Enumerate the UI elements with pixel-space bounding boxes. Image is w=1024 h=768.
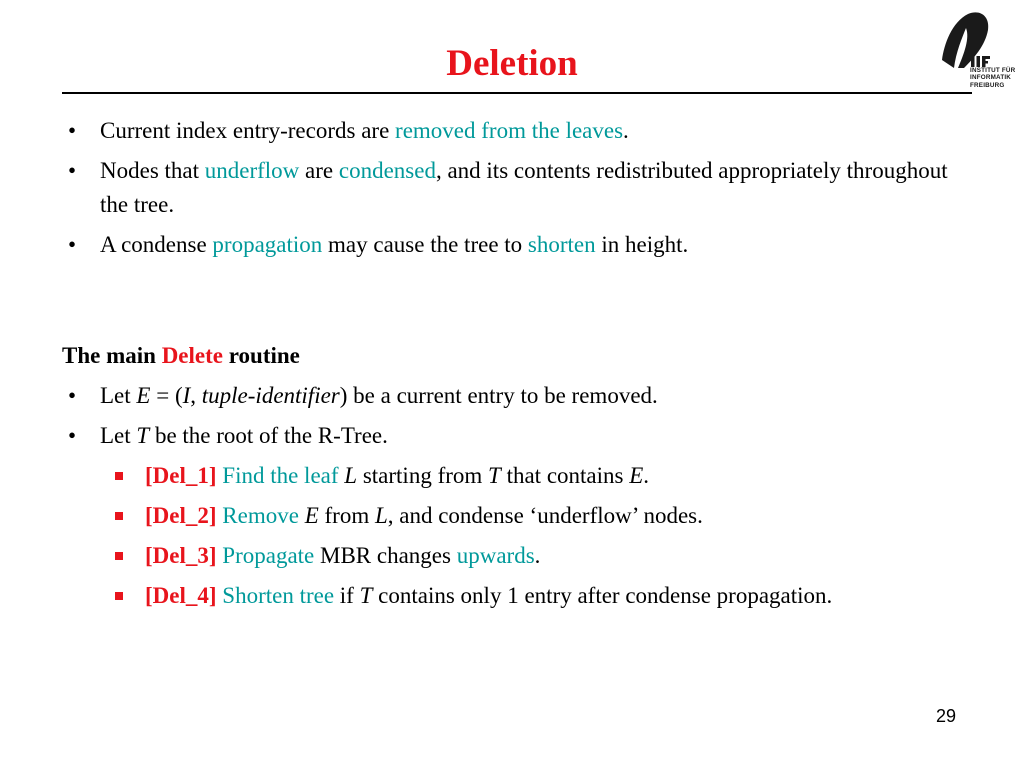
highlight-text: Shorten tree bbox=[222, 583, 335, 608]
variable: E bbox=[304, 503, 319, 528]
variable: L bbox=[374, 503, 388, 528]
step-item bbox=[62, 539, 962, 573]
square-bullet-icon bbox=[115, 512, 123, 520]
bullet-dot: • bbox=[67, 118, 77, 143]
title-divider bbox=[62, 92, 972, 94]
text: = ( bbox=[150, 383, 183, 408]
bullet-dot: • bbox=[67, 232, 77, 257]
step-item bbox=[62, 499, 962, 533]
logo-text bbox=[970, 67, 1024, 89]
highlight-text: shorten bbox=[527, 232, 596, 257]
text: routine bbox=[222, 343, 300, 368]
highlight-text: condensed bbox=[338, 158, 436, 183]
bullet-item bbox=[62, 419, 962, 453]
highlight-text: Propagate bbox=[222, 543, 315, 568]
text: , and condense ‘underflow’ nodes. bbox=[387, 503, 703, 528]
step-tag: [Del_1] bbox=[145, 463, 217, 488]
text: , and its contents redistributed appropriately throughout the tree. bbox=[100, 158, 948, 217]
text: starting from bbox=[357, 463, 489, 488]
text: from bbox=[318, 503, 375, 528]
text: Nodes that bbox=[100, 158, 205, 183]
logo-line-3: FREIBURG bbox=[970, 81, 1005, 89]
highlight-text: Find the leaf bbox=[222, 463, 339, 488]
bullet-dot: • bbox=[67, 158, 77, 183]
bullet-dot: • bbox=[67, 383, 77, 408]
step-tag: [Del_3] bbox=[145, 543, 217, 568]
text: , bbox=[190, 383, 202, 408]
step-tag: [Del_4] bbox=[145, 583, 217, 608]
step-item bbox=[62, 459, 962, 493]
text: . bbox=[623, 118, 629, 143]
bullet-item bbox=[62, 379, 962, 413]
text: be the root of the R-Tree. bbox=[149, 423, 388, 448]
text: Let bbox=[100, 423, 137, 448]
text: The main bbox=[62, 343, 162, 368]
step-tag: [Del_2] bbox=[145, 503, 217, 528]
text: ) be a current entry to be removed. bbox=[339, 383, 658, 408]
highlight-text: underflow bbox=[204, 158, 300, 183]
text: A condense bbox=[100, 232, 213, 257]
step-item bbox=[62, 579, 962, 613]
slide-title: Deletion bbox=[446, 43, 578, 84]
section-heading bbox=[62, 339, 962, 373]
highlight-text: Remove bbox=[222, 503, 299, 528]
variable: E bbox=[136, 383, 151, 408]
text: Let bbox=[100, 383, 137, 408]
variable: E bbox=[629, 463, 644, 488]
highlight-text: upwards bbox=[456, 543, 535, 568]
text: MBR changes bbox=[314, 543, 457, 568]
logo-line-1: INSTITUT FÜR bbox=[970, 67, 1016, 74]
square-bullet-icon bbox=[115, 592, 123, 600]
bullet-item bbox=[62, 114, 962, 148]
variable: tuple-identifier bbox=[201, 383, 340, 408]
text: . bbox=[643, 463, 650, 488]
text: may cause the tree to bbox=[322, 232, 528, 257]
bullet-item bbox=[62, 154, 962, 222]
variable: I bbox=[182, 383, 191, 408]
text: if bbox=[334, 583, 360, 608]
bullet-item bbox=[62, 228, 962, 262]
highlight-text: removed from the leaves bbox=[395, 118, 624, 143]
text: . bbox=[534, 543, 541, 568]
text: that contains bbox=[500, 463, 630, 488]
variable: T bbox=[488, 463, 501, 488]
text: Current index entry-records are bbox=[100, 118, 396, 143]
bullet-dot: • bbox=[67, 423, 77, 448]
square-bullet-icon bbox=[115, 472, 123, 480]
slide-body bbox=[62, 114, 962, 619]
page-number: 29 bbox=[936, 706, 957, 726]
text: contains only 1 entry after condense propagation. bbox=[372, 583, 833, 608]
variable: L bbox=[344, 463, 358, 488]
text: are bbox=[299, 158, 339, 183]
highlight-text: propagation bbox=[212, 232, 323, 257]
logo-line-2: INFORMATIK bbox=[970, 74, 1012, 82]
square-bullet-icon bbox=[115, 552, 123, 560]
variable: T bbox=[359, 583, 373, 608]
text: in height. bbox=[595, 232, 689, 257]
variable: T bbox=[136, 423, 150, 448]
highlight-text: Delete bbox=[161, 343, 223, 368]
